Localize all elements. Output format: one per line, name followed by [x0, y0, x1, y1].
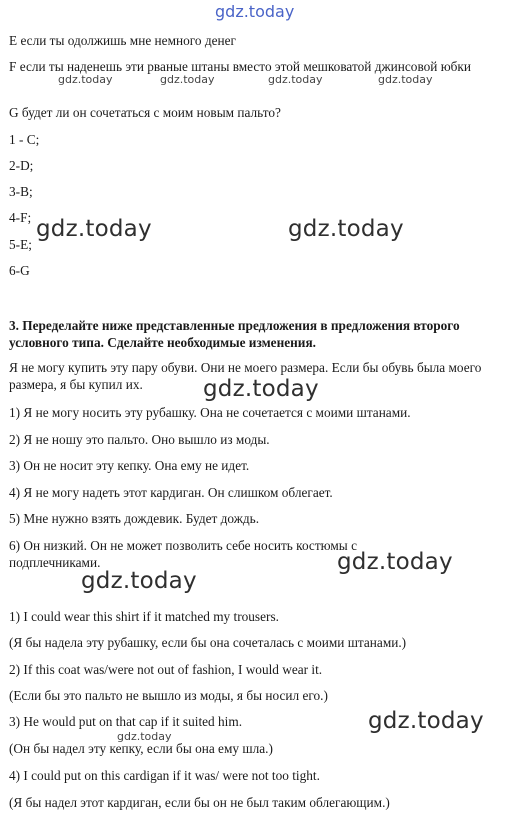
- watermark: gdz.today: [378, 73, 433, 86]
- watermark: gdz.today: [117, 730, 172, 743]
- option-f: F если ты наденешь эти рваные штаны вместо этой мешковатой джинсовой юбки: [9, 59, 472, 74]
- answer-3: 3-B;: [9, 184, 33, 199]
- answer-2: 2-D;: [9, 158, 34, 173]
- answer-5: 5-E;: [9, 237, 32, 252]
- answer-4: 4-F;: [9, 210, 32, 225]
- task3-answer-1-translation: (Я бы надела эту рубашку, если бы она сочеталась с моими штанами.): [9, 635, 407, 650]
- task3-item-1: 1) Я не могу носить эту рубашку. Она не сочетается с моими штанами.: [9, 405, 411, 420]
- task3-answer-3-translation: (Он бы надел эту кепку, если бы она ему шла.): [9, 741, 273, 756]
- task3-answer-3: 3) He would put on that cap if it suited him.: [9, 714, 243, 729]
- watermark: gdz.today: [337, 549, 453, 575]
- answer-1: 1 - C;: [9, 132, 40, 147]
- task3-heading: 3. Переделайте ниже представленные предложения в предложения второго условного типа. Сделайте необходимые изменения.: [9, 318, 460, 350]
- watermark: gdz.today: [203, 376, 319, 402]
- task3-answer-2-translation: (Если бы это пальто не вышло из моды, я бы носил его.): [9, 688, 328, 703]
- site-logo-link[interactable]: gdz.today: [215, 2, 295, 21]
- option-g: G будет ли он сочетаться с моим новым пальто?: [9, 105, 281, 120]
- task3-item-2: 2) Я не ношу это пальто. Оно вышло из моды.: [9, 432, 270, 447]
- option-e: E если ты одолжишь мне немного денег: [9, 33, 236, 48]
- task3-answer-4-translation: (Я бы надел этот кардиган, если бы он не был таким облегающим.): [9, 795, 390, 810]
- watermark: gdz.today: [81, 568, 197, 594]
- task3-item-5: 5) Мне нужно взять дождевик. Будет дождь.: [9, 511, 260, 526]
- task3-item-3: 3) Он не носит эту кепку. Она ему не идет.: [9, 458, 250, 473]
- task3-answer-2: 2) If this coat was/were not out of fashion, I would wear it.: [9, 662, 323, 677]
- watermark: gdz.today: [36, 216, 152, 242]
- task3-example: Я не могу купить эту пару обуви. Они не моего размера. Если бы обувь была моего размера, я бы купил их.: [9, 360, 482, 392]
- task3-item-4: 4) Я не могу надеть этот кардиган. Он слишком облегает.: [9, 485, 333, 500]
- task3-item-6: 6) Он низкий. Он не может позволить себе носить костюмы с подплечниками.: [9, 538, 357, 570]
- watermark: gdz.today: [288, 216, 404, 242]
- task3-answer-4: 4) I could put on this cardigan if it was/ were not too tight.: [9, 768, 320, 783]
- task3-answer-1: 1) I could wear this shirt if it matched my trousers.: [9, 609, 279, 624]
- answer-6: 6-G: [9, 263, 30, 278]
- watermark: gdz.today: [368, 708, 484, 734]
- watermark: gdz.today: [268, 73, 323, 86]
- watermark: gdz.today: [160, 73, 215, 86]
- watermark: gdz.today: [58, 73, 113, 86]
